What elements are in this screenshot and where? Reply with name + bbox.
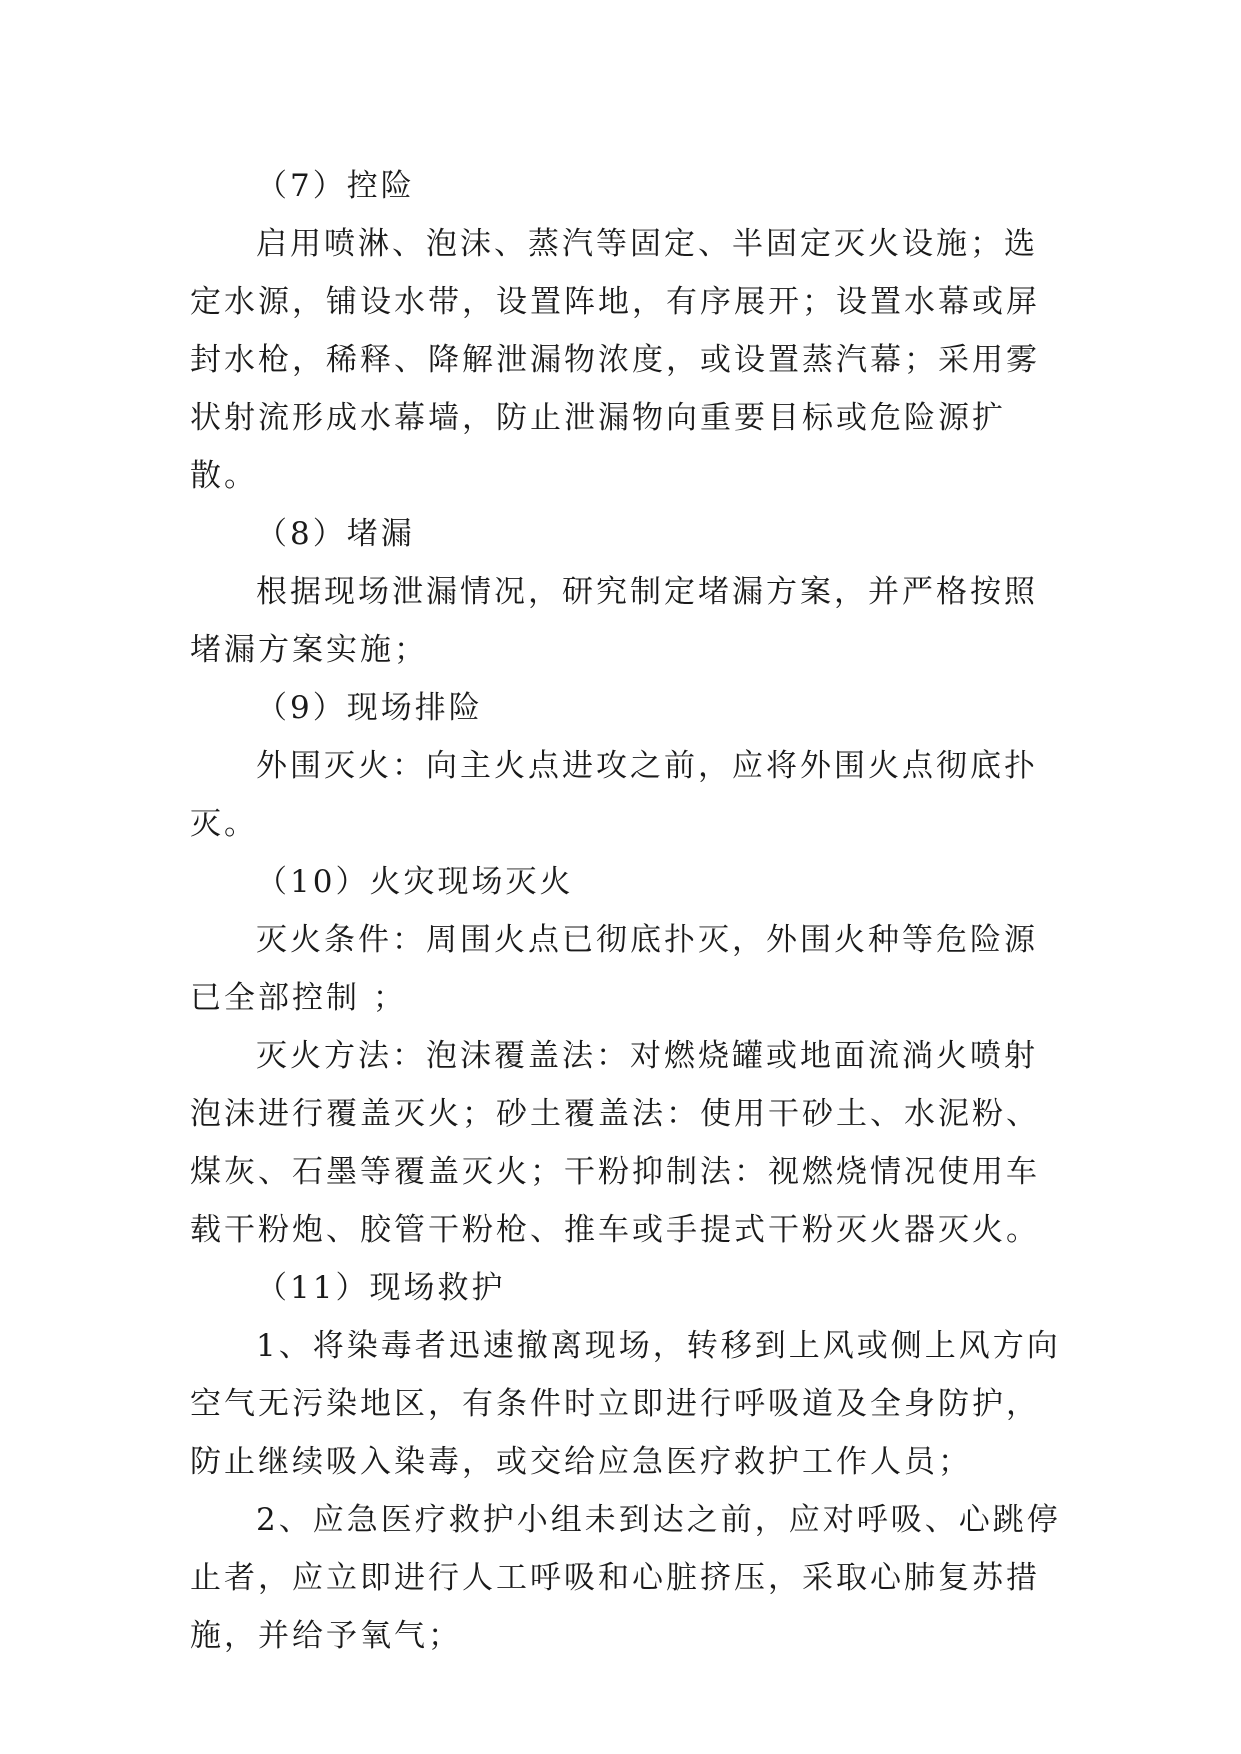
section-heading-site-rescue: （11）现场救护 bbox=[256, 1270, 506, 1306]
section-paragraph: 灭火方法：泡沫覆盖法：对燃烧罐或地面流淌火喷射泡沫进行覆盖灭火；砂土覆盖法：使用干砂土、水泥粉、煤灰、石墨等覆盖灭火；干粉抑制法：视燃烧情况使用车载干粉炮、胶管干粉枪、推车或手提式干粉灭火器灭火。 bbox=[190, 1038, 1040, 1248]
section-heading-control-risk: （7）控险 bbox=[256, 168, 415, 204]
section-paragraph: 2、应急医疗救护小组未到达之前，应对呼吸、心跳停止者，应立即进行人工呼吸和心脏挤压，采取心肺复苏措施，并给予氧气； bbox=[190, 1502, 1061, 1654]
section-paragraph: 根据现场泄漏情况，研究制定堵漏方案，并严格按照堵漏方案实施； bbox=[190, 574, 1038, 668]
section-paragraph: 灭火条件：周围火点已彻底扑灭，外围火种等危险源已全部控制 ； bbox=[190, 922, 1038, 1016]
section-paragraph: 外围灭火：向主火点进攻之前，应将外围火点彻底扑灭。 bbox=[190, 748, 1038, 842]
document-body bbox=[190, 157, 1070, 1665]
section-heading-fire-extinguishing: （10）火灾现场灭火 bbox=[256, 864, 574, 900]
section-heading-site-hazard-removal: （9）现场排险 bbox=[256, 690, 483, 726]
section-paragraph: 启用喷淋、泡沫、蒸汽等固定、半固定灭火设施；选定水源，铺设水带，设置阵地，有序展开；设置水幕或屏封水枪，稀释、降解泄漏物浓度，或设置蒸汽幕；采用雾状射流形成水幕墙，防止泄漏物向重要目标或危险源扩散。 bbox=[190, 226, 1040, 494]
section-heading-plug-leak: （8）堵漏 bbox=[256, 516, 415, 552]
section-paragraph: 1、将染毒者迅速撤离现场，转移到上风或侧上风方向空气无污染地区，有条件时立即进行呼吸道及全身防护，防止继续吸入染毒，或交给应急医疗救护工作人员； bbox=[190, 1328, 1061, 1480]
